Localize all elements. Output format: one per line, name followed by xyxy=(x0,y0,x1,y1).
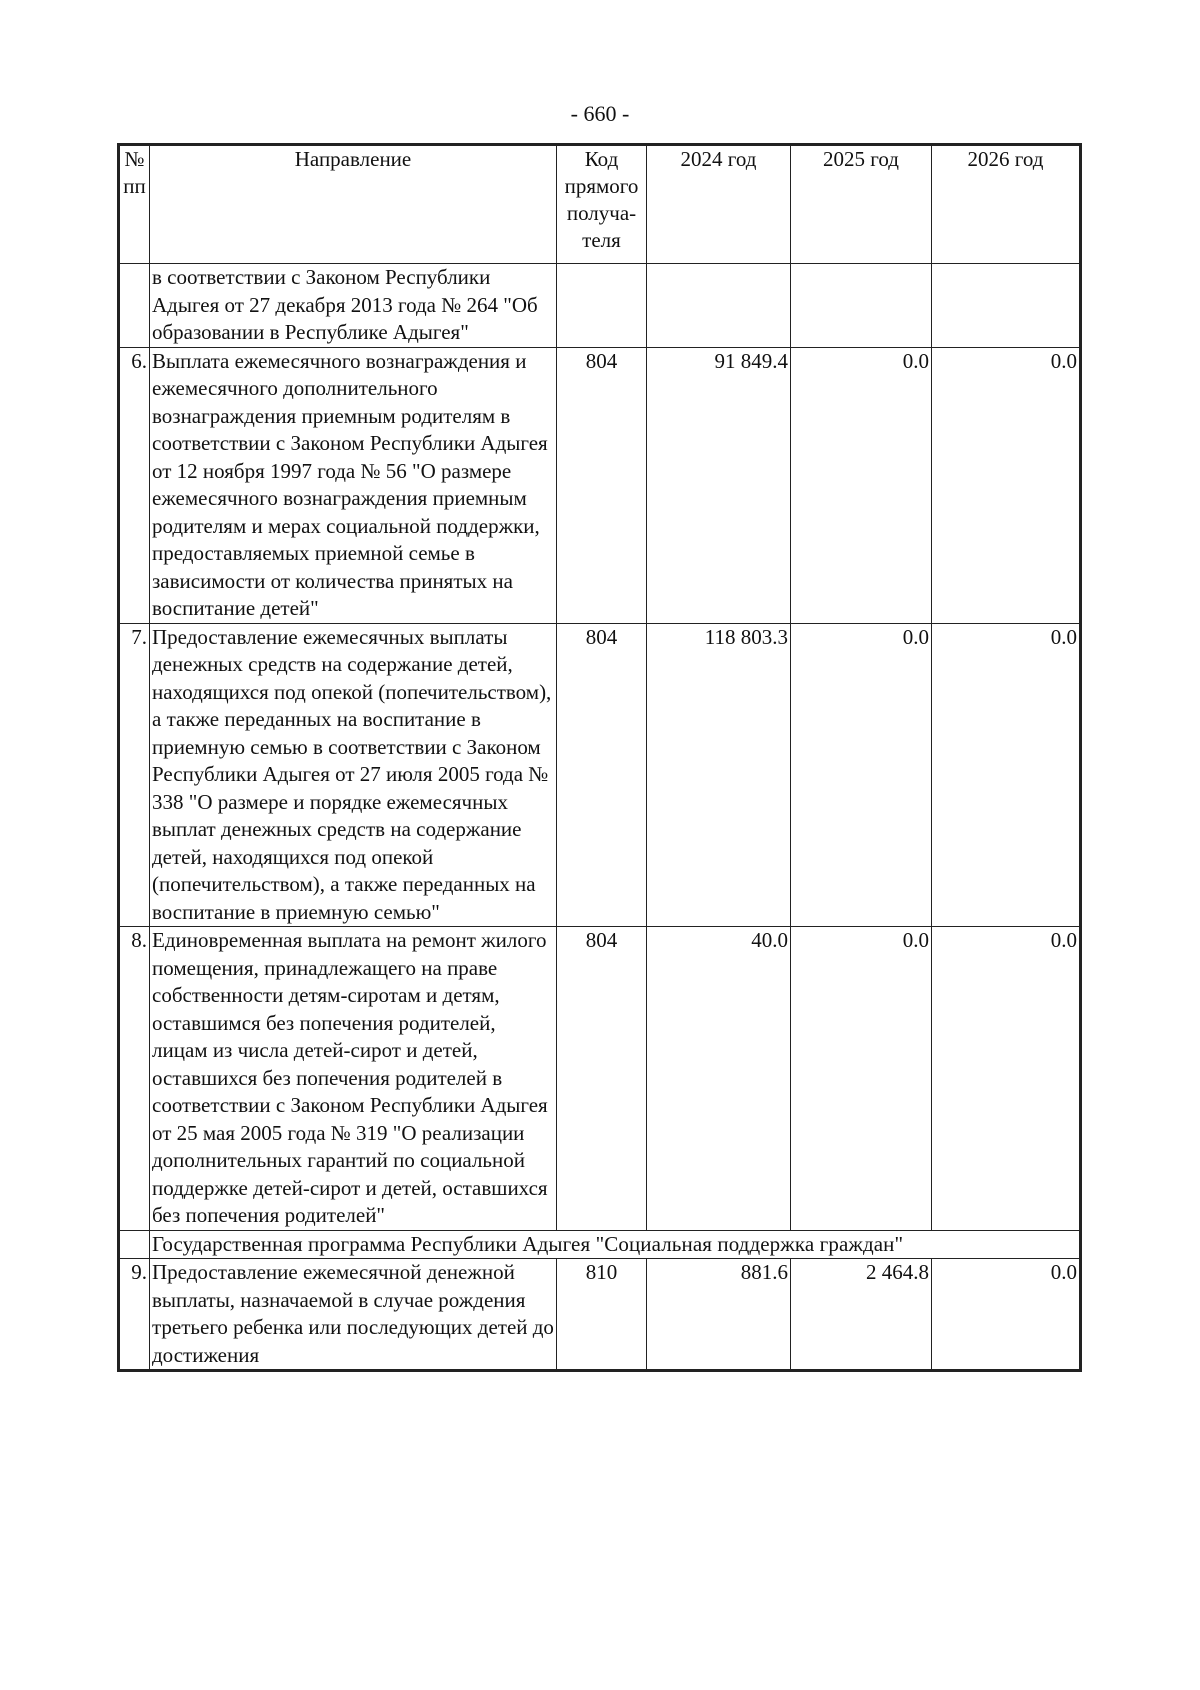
row-num: 6. xyxy=(119,347,150,623)
table-header-row xyxy=(119,145,1081,264)
row-num xyxy=(119,264,150,348)
row-2025: 0.0 xyxy=(791,623,932,927)
row-num: 9. xyxy=(119,1259,150,1371)
row-2025 xyxy=(791,264,932,348)
row-direction: Единовременная выплата на ремонт жилого помещения, принадлежащего на праве собственности детям-сиротам и детям, оставшимся без попечения родителей, лицам из числа детей-сирот и детей, оставшихся без попечения родителей в соответствии с Законом Республики Адыгея от 25 мая 2005 года № 319 "О реализации дополнительных гарантий по социальной поддержке детей-сирот и детей, оставшихся без попечения родителей" xyxy=(150,927,557,1231)
header-direction: Направление xyxy=(150,145,557,264)
row-num: 7. xyxy=(119,623,150,927)
row-code: 804 xyxy=(557,347,647,623)
header-2026: 2026 год xyxy=(932,145,1081,264)
row-2024: 881.6 xyxy=(647,1259,791,1371)
header-2024: 2024 год xyxy=(647,145,791,264)
row-2024 xyxy=(647,264,791,348)
row-num: 8. xyxy=(119,927,150,1231)
row-2026: 0.0 xyxy=(932,1259,1081,1371)
row-2026: 0.0 xyxy=(932,927,1081,1231)
budget-table xyxy=(117,143,1082,1372)
table-row xyxy=(119,927,1081,1231)
header-2025: 2025 год xyxy=(791,145,932,264)
header-code: Код прямого получа-теля xyxy=(557,145,647,264)
row-direction: Предоставление ежемесячной денежной выплаты, назначаемой в случае рождения третьего ребенка или последующих детей до достижения xyxy=(150,1259,557,1371)
row-2025: 2 464.8 xyxy=(791,1259,932,1371)
row-2026: 0.0 xyxy=(932,347,1081,623)
row-direction: Предоставление ежемесячных выплаты денежных средств на содержание детей, находящихся под опекой (попечительством), а также переданных на воспитание в приемную семью в соответствии с Законом Республики Адыгея от 27 июля 2005 года № 338 "О размере и порядке ежемесячных выплат денежных средств на содержание детей, находящихся под опекой (попечительством), а также переданных на воспитание в приемную семью" xyxy=(150,623,557,927)
row-direction: в соответствии с Законом Республики Адыгея от 27 декабря 2013 года № 264 "Об образовании в Республике Адыгея" xyxy=(150,264,557,348)
table-row xyxy=(119,264,1081,348)
row-2025: 0.0 xyxy=(791,927,932,1231)
row-code: 804 xyxy=(557,623,647,927)
row-2026: 0.0 xyxy=(932,623,1081,927)
row-code: 810 xyxy=(557,1259,647,1371)
row-direction: Выплата ежемесячного вознаграждения и ежемесячного дополнительного вознаграждения приемным родителям в соответствии с Законом Республики Адыгея от 12 ноября 1997 года № 56 "О размере ежемесячного вознаграждения приемным родителям и мерах социальной поддержки, предоставляемых приемной семье в зависимости от количества принятых на воспитание детей" xyxy=(150,347,557,623)
row-2024: 118 803.3 xyxy=(647,623,791,927)
header-num: № пп xyxy=(119,145,150,264)
section-title: Государственная программа Республики Адыгея "Социальная поддержка граждан" xyxy=(150,1230,1081,1259)
table-row xyxy=(119,347,1081,623)
row-2026 xyxy=(932,264,1081,348)
row-code: 804 xyxy=(557,927,647,1231)
row-code xyxy=(557,264,647,348)
table-row xyxy=(119,1259,1081,1371)
row-2024: 40.0 xyxy=(647,927,791,1231)
section-num-cell xyxy=(119,1230,150,1259)
table-row xyxy=(119,623,1081,927)
row-2025: 0.0 xyxy=(791,347,932,623)
row-2024: 91 849.4 xyxy=(647,347,791,623)
section-row xyxy=(119,1230,1081,1259)
page-number: - 660 - xyxy=(570,101,630,126)
